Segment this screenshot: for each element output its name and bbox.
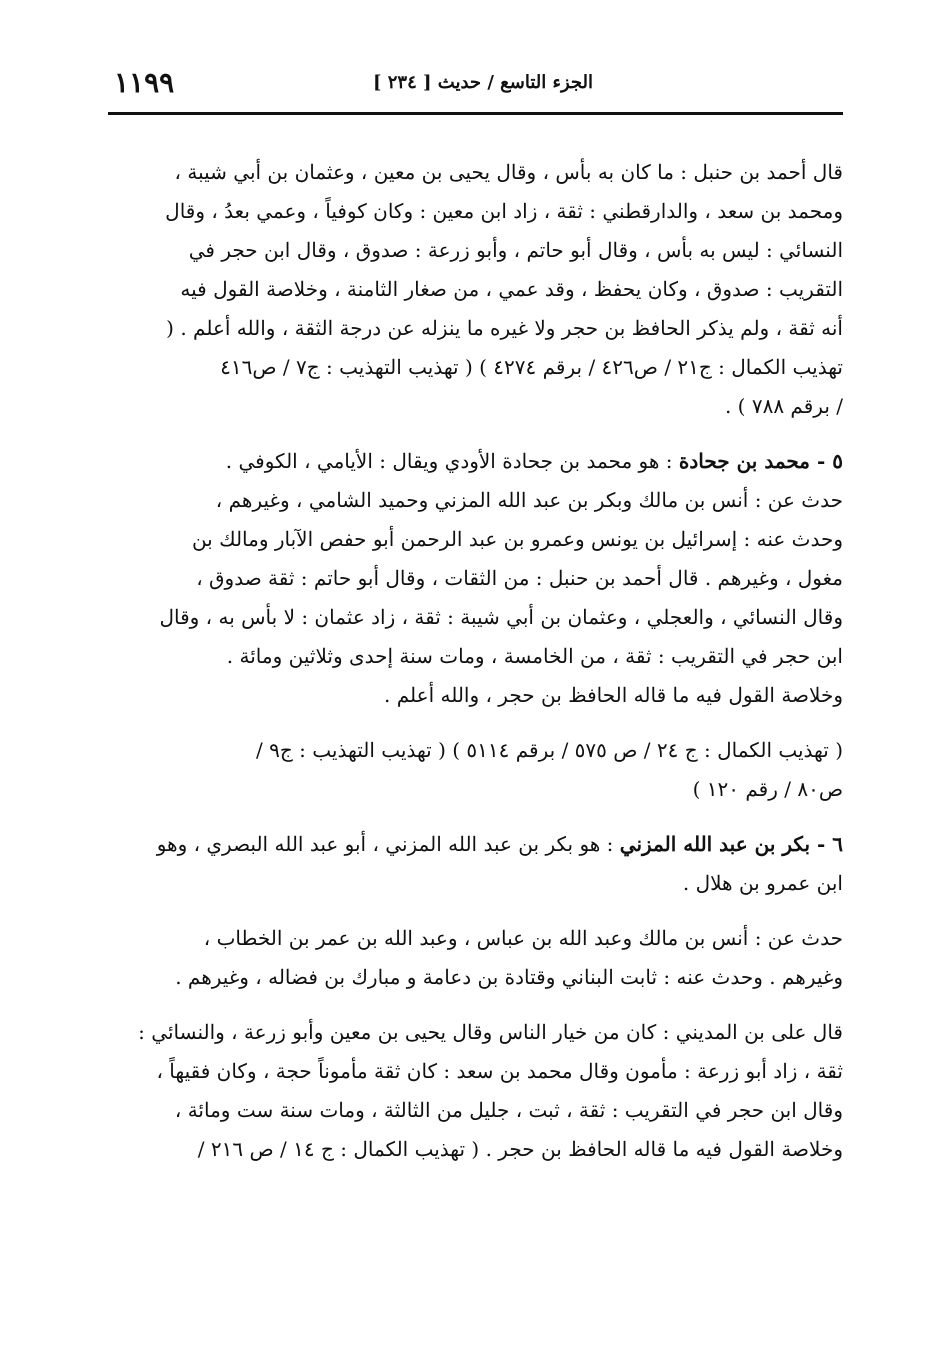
- text-line: وقال النسائي ، والعجلي ، وعثمان بن أبي شيبة : ثقة ، زاد عثمان : لا بأس به ، وقال: [159, 605, 843, 629]
- text-line: حدث عن : أنس بن مالك وعبد الله بن عباس ، وعبد الله بن عمر بن الخطاب ،: [203, 926, 843, 950]
- text-line: / برقم ٧٨٨ ) .: [724, 394, 843, 418]
- document-page: [108, 62, 843, 1312]
- text-line: ثقة ، زاد أبو زرعة : مأمون وقال محمد بن سعد : كان ثقة مأموناً حجة ، وكان فقيهاً ،: [156, 1059, 843, 1083]
- paragraph-references-5: [108, 731, 843, 809]
- text-line: وغيرهم . وحدث عنه : ثابت البناني وقتادة بن دعامة و مبارك بن فضاله ، وغيرهم .: [175, 965, 843, 989]
- narrator-intro: : هو بكر بن عبد الله المزني ، أبو عبد الله البصري ، وهو: [156, 832, 620, 856]
- text-line: وخلاصة القول فيه ما قاله الحافظ بن حجر . ( تهذيب الكمال : ج ١٤ / ص ٢١٦ /: [197, 1137, 843, 1161]
- paragraph-ahmad-quote: [108, 153, 843, 426]
- text-line: حدث عن : أنس بن مالك وبكر بن عبد الله المزني وحميد الشامي ، وغيرهم ،: [215, 488, 843, 512]
- text-line: وقال ابن حجر في التقريب : ثقة ، ثبت ، جليل من الثالثة ، ومات سنة ست ومائة ،: [174, 1098, 843, 1122]
- page-header: [108, 62, 843, 115]
- text-line: النسائي : ليس به بأس ، وقال أبو حاتم ، وأبو زرعة : صدوق ، وقال ابن حجر في: [188, 238, 843, 262]
- narrator-intro: : هو محمد بن جحادة الأودي ويقال : الأيامي ، الكوفي .: [225, 449, 679, 473]
- text-line: وحدث عنه : إسرائيل بن يونس وعمرو بن عبد الرحمن أبو حفص الآبار ومالك بن: [191, 527, 843, 551]
- text-line: ابن عمرو بن هلال .: [682, 871, 843, 895]
- page-body: [108, 115, 843, 1169]
- text-line: ومحمد بن سعد ، والدارقطني : ثقة ، زاد ابن معين : وكان كوفياً ، وعمي بعدُ ، وقال: [165, 199, 843, 223]
- text-line: قال على بن المديني : كان من خيار الناس وقال يحيى بن معين وأبو زرعة ، والنسائي :: [138, 1020, 843, 1044]
- page-number: ١١٩٩: [114, 66, 175, 99]
- text-line: قال أحمد بن حنبل : ما كان به بأس ، وقال يحيى بن معين ، وعثمان بن أبي شيبة ،: [174, 160, 843, 184]
- text-line: مغول ، وغيرهم . قال أحمد بن حنبل : من الثقات ، وقال أبو حاتم : ثقة صدوق ،: [196, 566, 843, 590]
- text-line: ( تهذيب الكمال : ج ٢٤ / ص ٥٧٥ / برقم ٥١١٤ ) ( تهذيب التهذيب : ج٩ /: [256, 738, 843, 762]
- text-line: أنه ثقة ، ولم يذكر الحافظ بن حجر ولا غيره ما ينزله عن درجة الثقة ، والله أعلم . (: [166, 316, 843, 340]
- text-line: تهذيب الكمال : ج٢١ / ص٤٢٦ / برقم ٤٢٧٤ ) ( تهذيب التهذيب : ج٧ / ص٤١٦: [220, 355, 843, 379]
- paragraph-bakr-grading: [108, 1013, 843, 1169]
- paragraph-muhammad-bin-juhada: [108, 442, 843, 715]
- text-line: [108, 442, 843, 481]
- narrator-heading: ٥ - محمد بن جحادة: [678, 449, 843, 473]
- text-line: ص٨٠ / رقم ١٢٠ ): [692, 777, 843, 801]
- text-line: [108, 825, 843, 864]
- paragraph-bakr-bin-abdullah: [108, 825, 843, 903]
- paragraph-bakr-narrators: [108, 919, 843, 997]
- text-line: ابن حجر في التقريب : ثقة ، من الخامسة ، ومات سنة إحدى وثلاثين ومائة .: [226, 644, 843, 668]
- narrator-heading: ٦ - بكر بن عبد الله المزني: [619, 832, 843, 856]
- text-line: وخلاصة القول فيه ما قاله الحافظ بن حجر ، والله أعلم .: [383, 683, 843, 707]
- running-title: الجزء التاسع / حديث [ ٢٣٤ ]: [372, 72, 593, 93]
- text-line: التقريب : صدوق ، وكان يحفظ ، وقد عمي ، من صغار الثامنة ، وخلاصة القول فيه: [180, 277, 843, 301]
